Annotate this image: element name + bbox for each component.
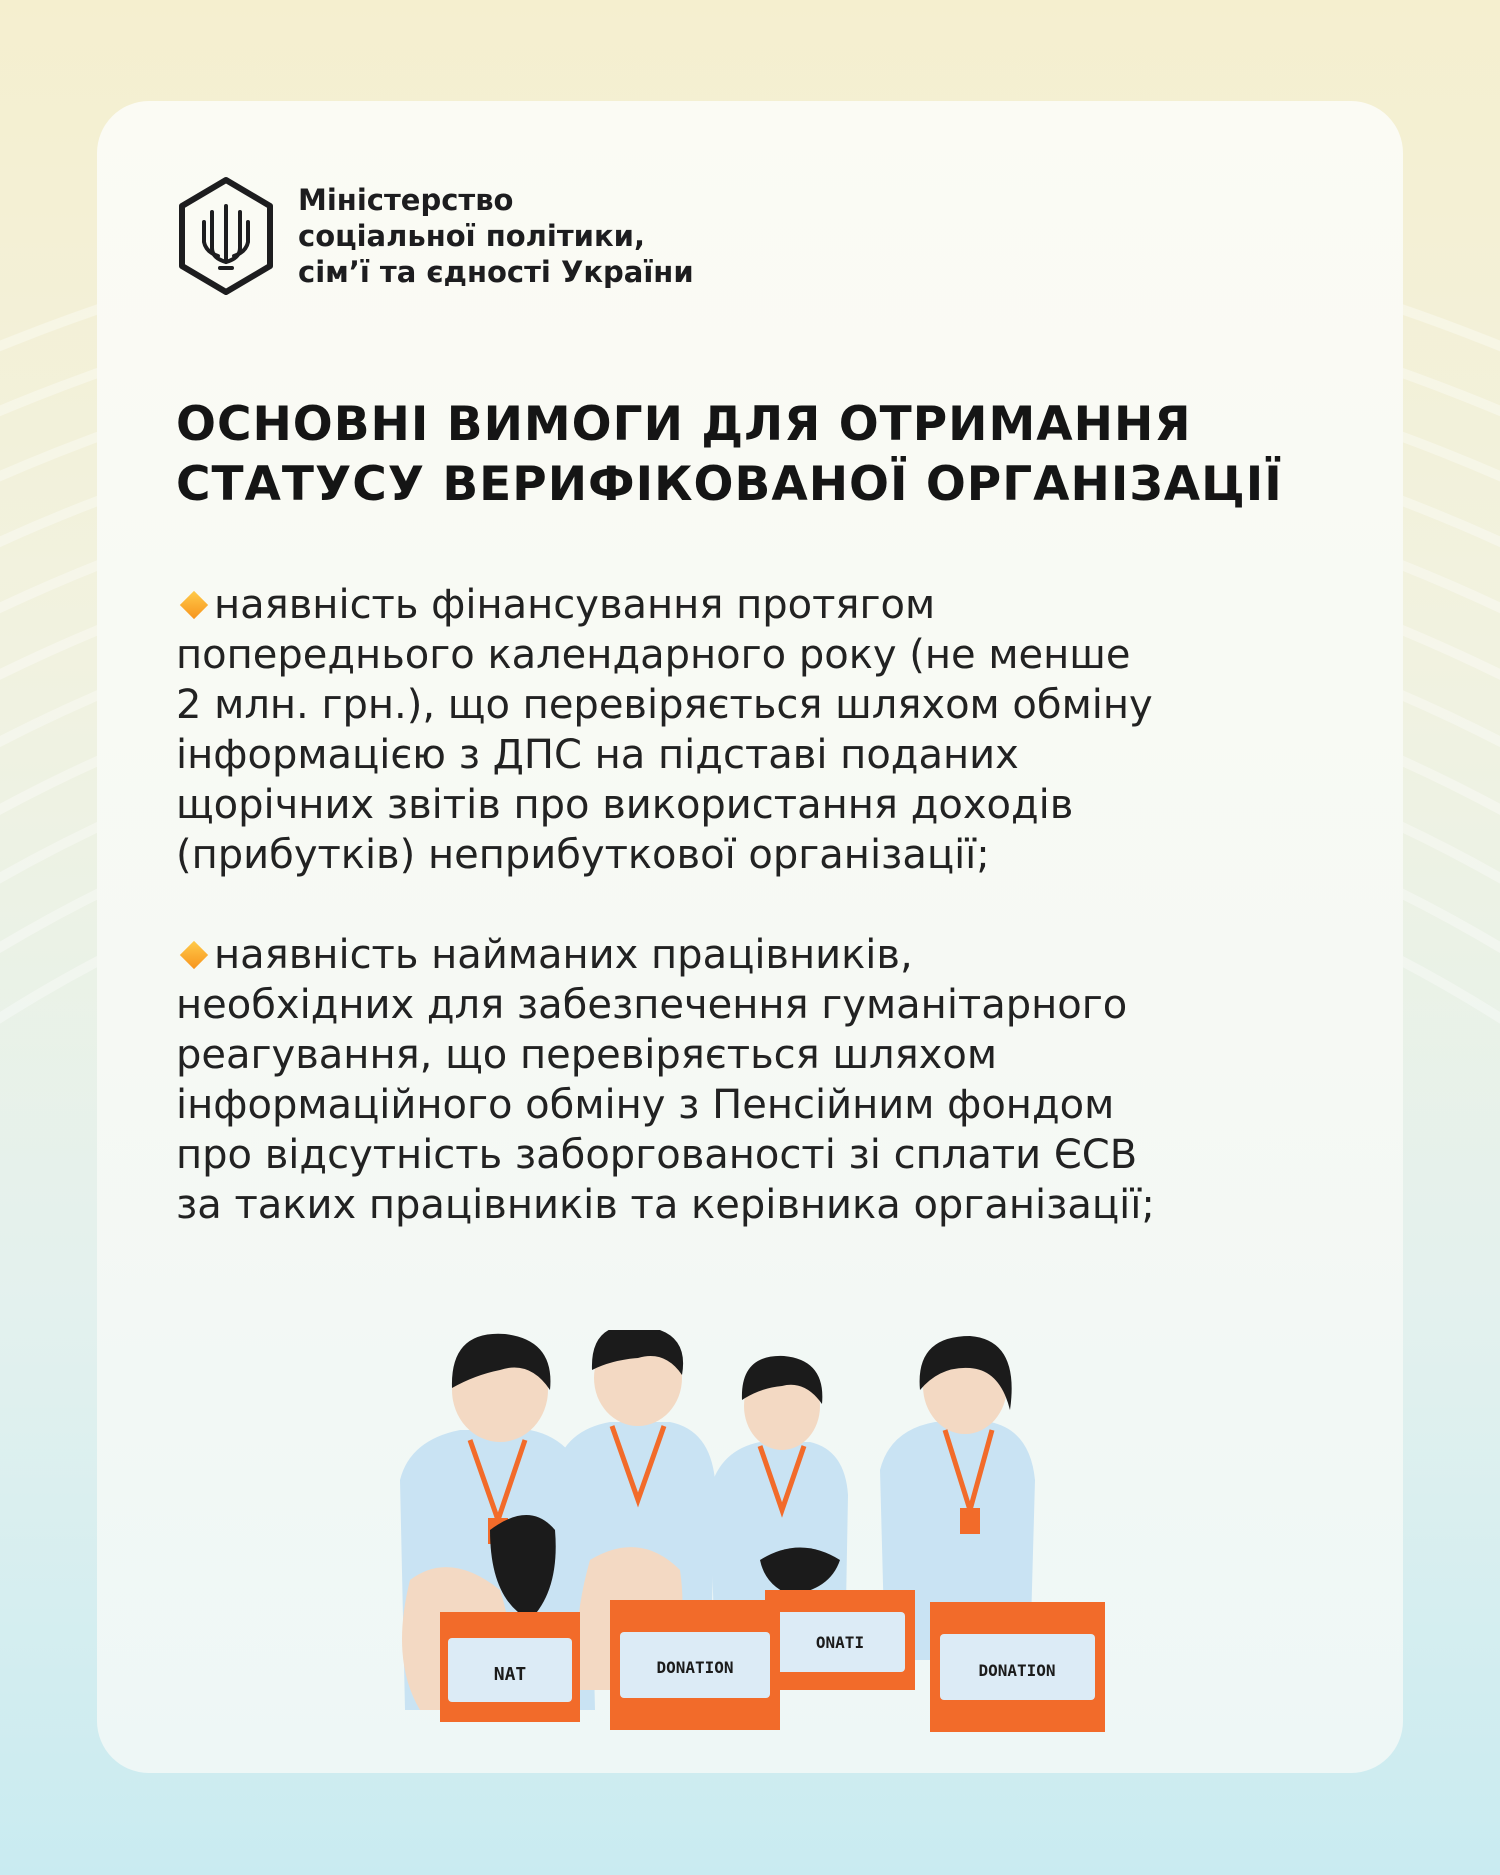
orange-diamond-icon <box>180 591 208 619</box>
requirement-text: попереднього календарного року (не менше <box>176 632 1131 678</box>
page-title <box>176 395 1376 515</box>
requirement-text: інформаційного обміну з Пенсійним фондом <box>176 1082 1115 1128</box>
box-label: DONATION <box>978 1661 1056 1680</box>
donation-box <box>930 1602 1105 1732</box>
title-line: ОСНОВНІ ВИМОГИ ДЛЯ ОТРИМАННЯ <box>176 397 1192 452</box>
trident-hexagon-icon <box>176 176 276 296</box>
box-label: ONATI <box>815 1633 865 1652</box>
volunteers-packing-donations-illustration <box>380 1330 1140 1750</box>
requirement-text: необхідних для забезпечення гуманітарного <box>176 982 1128 1028</box>
orange-diamond-icon <box>180 941 208 969</box>
requirement-text: (прибутків) неприбуткової організації; <box>176 832 990 878</box>
donation-box <box>765 1590 915 1690</box>
ministry-name-line: Міністерство <box>298 183 514 217</box>
box-label: DONATION <box>656 1658 734 1677</box>
box-label: NAT <box>493 1664 527 1685</box>
ministry-name <box>298 182 694 290</box>
donation-box <box>610 1600 780 1730</box>
requirement-text: щорічних звітів про використання доходів <box>176 782 1074 828</box>
requirement-text: наявність фінансування протягом <box>214 582 936 628</box>
requirement-item <box>176 930 1376 1230</box>
ministry-name-line: соціальної політики, <box>298 219 645 253</box>
ministry-logo <box>176 176 694 296</box>
requirement-text: про відсутність заборгованості зі сплати ЄСВ <box>176 1132 1138 1178</box>
requirement-text: 2 млн. грн.), що перевіряється шляхом обміну <box>176 682 1153 728</box>
ministry-name-line: сім’ї та єдності України <box>298 255 694 289</box>
requirement-text: наявність найманих працівників, <box>214 932 913 978</box>
requirement-item <box>176 580 1376 880</box>
title-line: СТАТУСУ ВЕРИФІКОВАНОЇ ОРГАНІЗАЦІЇ <box>176 457 1283 512</box>
requirement-text: реагування, що перевіряється шляхом <box>176 1032 997 1078</box>
requirement-text: за таких працівників та керівника організації; <box>176 1182 1155 1228</box>
requirement-text: інформацією з ДПС на підставі поданих <box>176 732 1019 778</box>
donation-box <box>440 1612 580 1722</box>
